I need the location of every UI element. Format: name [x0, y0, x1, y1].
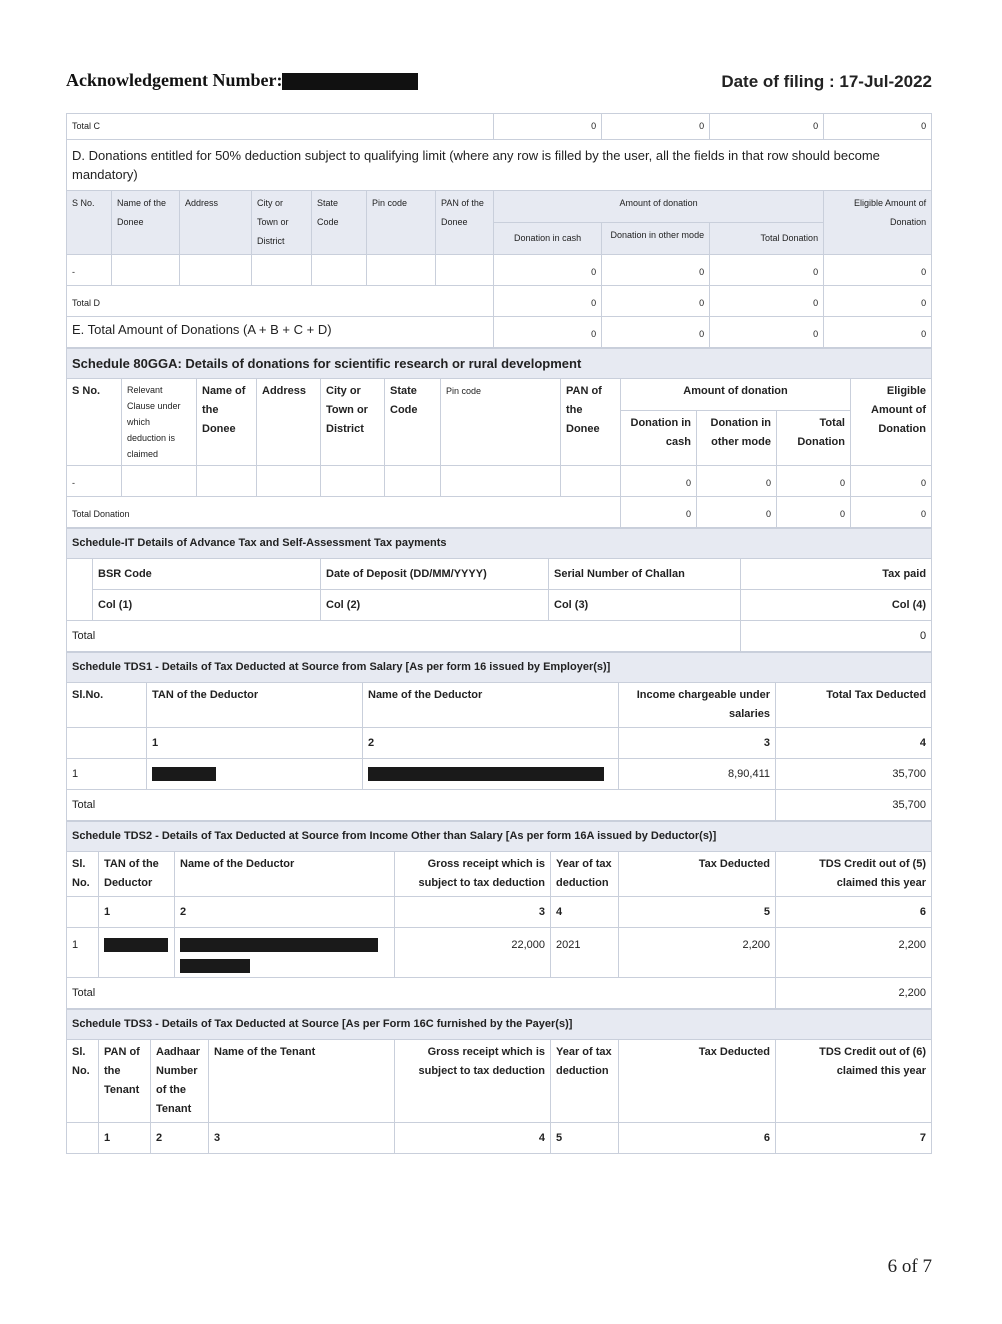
- total-c-row: [67, 114, 932, 140]
- redacted-deductor-name: [180, 938, 378, 952]
- cell-other: 0: [697, 466, 777, 497]
- num-1: 1: [99, 897, 175, 928]
- schedule-it-header-row: [67, 559, 932, 590]
- schedule-80gga-data-row: [67, 466, 932, 497]
- schedule-tds3-title: Schedule TDS3 - Details of Tax Deducted at Source [As per Form 16C furnished by the Payer(s)]: [67, 1010, 932, 1040]
- col-deductor-name: Name of the Deductor: [363, 683, 619, 728]
- col-pan: PAN of the Donee: [561, 379, 621, 466]
- cell-gross: 22,000: [395, 928, 551, 978]
- page-number: 6 of 7: [887, 1256, 932, 1277]
- num-3: 3: [209, 1123, 395, 1154]
- schedule-tds3-table: [66, 1009, 932, 1154]
- col-clause: Relevant Clause under which deduction is claimed: [122, 379, 197, 466]
- col-slno: Sl. No.: [67, 852, 99, 897]
- schedule-tds1-title: Schedule TDS1 - Details of Tax Deducted at Source from Salary [As per form 16 issued by Employer(s)]: [67, 653, 932, 683]
- col-year: Year of tax deduction: [551, 1040, 619, 1123]
- section-d-header-row: [67, 191, 932, 223]
- total-c-label: Total C: [67, 114, 494, 140]
- cell-other: 0: [602, 255, 710, 286]
- cell-eligible: 0: [851, 466, 932, 497]
- col-donee-name: Name of the Donee: [112, 191, 180, 255]
- schedule-80gga-title: Schedule 80GGA: Details of donations for scientific research or rural development: [67, 349, 932, 379]
- num-5: 5: [619, 897, 776, 928]
- total-c-eligible: 0: [824, 114, 932, 140]
- col-donee-name: Name of the Donee: [197, 379, 257, 466]
- total-d-cash: 0: [494, 286, 602, 317]
- cell-total: 0: [710, 255, 824, 286]
- col-income-salaries: Income chargeable under salaries: [619, 683, 776, 728]
- cell-slno: 1: [67, 759, 147, 790]
- col-city: City or Town or District: [321, 379, 385, 466]
- redacted-ack-number: [282, 73, 418, 90]
- schedule-tds1-table: [66, 652, 932, 821]
- col-year: Year of tax deduction: [551, 852, 619, 897]
- total-donation-other: 0: [697, 497, 777, 528]
- total-d-eligible: 0: [824, 286, 932, 317]
- num-1: 1: [99, 1123, 151, 1154]
- redacted-tan: [152, 767, 216, 781]
- col-eligible: Eligible Amount of Donation: [824, 191, 932, 255]
- col-slno: Sl. No.: [67, 1040, 99, 1123]
- num-4: 4: [776, 728, 932, 759]
- col-cash: Donation in cash: [494, 223, 602, 255]
- cell-cash: 0: [621, 466, 697, 497]
- num-7: 7: [776, 1123, 932, 1154]
- section-e-label: E. Total Amount of Donations (A + B + C + D): [67, 317, 494, 348]
- total-donation-eligible: 0: [851, 497, 932, 528]
- col-eligible: Eligible Amount of Donation: [851, 379, 932, 466]
- total-d-label: Total D: [67, 286, 494, 317]
- num-5: 5: [551, 1123, 619, 1154]
- total-donation-label: Total Donation: [67, 497, 621, 528]
- tds2-total-value: 2,200: [776, 978, 932, 1009]
- col-1: Col (1): [93, 590, 321, 621]
- col-tds-credit: TDS Credit out of (6) claimed this year: [776, 1040, 932, 1123]
- schedule-tds1-data-row: [67, 759, 932, 790]
- section-d-title: D. Donations entitled for 50% deduction subject to qualifying limit (where any row is filled by the user, all the fields in that row should become mandatory): [67, 140, 932, 191]
- col-total: Total Donation: [777, 410, 851, 465]
- col-amount-group: Amount of donation: [621, 379, 851, 411]
- schedule-80gga-table: [66, 348, 932, 528]
- num-4: 4: [395, 1123, 551, 1154]
- cell-income: 8,90,411: [619, 759, 776, 790]
- col-bsr-code: BSR Code: [93, 559, 321, 590]
- col-sno: S No.: [67, 379, 122, 466]
- schedule-tds2-title: Schedule TDS2 - Details of Tax Deducted at Source from Income Other than Salary [As per form 16A issued by Deductor(s)]: [67, 822, 932, 852]
- col-slno: Sl.No.: [67, 683, 147, 728]
- col-tax-deducted: Tax Deducted: [619, 852, 776, 897]
- section-d-title-row: [67, 140, 932, 191]
- col-serial-challan: Serial Number of Challan: [549, 559, 741, 590]
- col-aadhaar-tenant: Aadhaar Number of the Tenant: [151, 1040, 209, 1123]
- col-2: Col (2): [321, 590, 549, 621]
- num-3: 3: [619, 728, 776, 759]
- col-cash: Donation in cash: [621, 410, 697, 465]
- col-address: Address: [180, 191, 252, 255]
- col-address: Address: [257, 379, 321, 466]
- schedule-tds2-num-row: [67, 897, 932, 928]
- schedule-tds2-table: [66, 821, 932, 1009]
- redacted-deductor-name: [368, 767, 604, 781]
- col-tds-credit: TDS Credit out of (5) claimed this year: [776, 852, 932, 897]
- section-e-eligible: 0: [824, 317, 932, 348]
- num-2: 2: [175, 897, 395, 928]
- total-c-other: 0: [602, 114, 710, 140]
- col-amount-group: Amount of donation: [494, 191, 824, 223]
- col-pan-tenant: PAN of the Tenant: [99, 1040, 151, 1123]
- donations-table-d: [66, 113, 932, 348]
- schedule-tds3-num-row: [67, 1123, 932, 1154]
- col-total-tax: Total Tax Deducted: [776, 683, 932, 728]
- acknowledgement-number: [66, 70, 418, 91]
- schedule-tds2-total-row: [67, 978, 932, 1009]
- col-pin: Pin code: [441, 379, 561, 466]
- cell-sno: -: [67, 255, 112, 286]
- total-d-other: 0: [602, 286, 710, 317]
- cell-total-tax: 35,700: [776, 759, 932, 790]
- schedule-80gga-title-row: [67, 349, 932, 379]
- col-gross-receipt: Gross receipt which is subject to tax deduction: [395, 852, 551, 897]
- schedule-tds1-header-row: [67, 683, 932, 728]
- col-pan: PAN of the Donee: [436, 191, 494, 255]
- schedule-it-total-row: [67, 621, 932, 652]
- num-2: 2: [151, 1123, 209, 1154]
- col-city: City or Town or District: [252, 191, 312, 255]
- col-tan: TAN of the Deductor: [147, 683, 363, 728]
- num-3: 3: [395, 897, 551, 928]
- col-gross-receipt: Gross receipt which is subject to tax deduction: [395, 1040, 551, 1123]
- cell-tds-credit: 2,200: [776, 928, 932, 978]
- section-e-other: 0: [602, 317, 710, 348]
- cell-cash: 0: [494, 255, 602, 286]
- num-2: 2: [363, 728, 619, 759]
- schedule-80gga-total-row: [67, 497, 932, 528]
- schedule-tds2-data-row: [67, 928, 932, 978]
- schedule-tds3-header-row: [67, 1040, 932, 1123]
- total-c-total: 0: [710, 114, 824, 140]
- section-d-data-row: [67, 255, 932, 286]
- schedule-it-title-row: [67, 529, 932, 559]
- cell-sno: -: [67, 466, 122, 497]
- tds1-total-value: 35,700: [776, 790, 932, 821]
- itr-acknowledgement-sheet: [66, 113, 931, 1154]
- schedule-tds3-title-row: [67, 1010, 932, 1040]
- col-tenant-name: Name of the Tenant: [209, 1040, 395, 1123]
- cell-total: 0: [777, 466, 851, 497]
- col-tax-paid: Tax paid: [741, 559, 932, 590]
- schedule-it-total-value: 0: [741, 621, 932, 652]
- redacted-tan: [104, 938, 168, 952]
- section-e-cash: 0: [494, 317, 602, 348]
- num-1: 1: [147, 728, 363, 759]
- col-deductor-name: Name of the Deductor: [175, 852, 395, 897]
- schedule-it-table: [66, 528, 932, 652]
- total-donation-cash: 0: [621, 497, 697, 528]
- tds2-total-label: Total: [67, 978, 776, 1009]
- total-c-cash: 0: [494, 114, 602, 140]
- redacted-deductor-name-2: [180, 959, 250, 973]
- schedule-it-total-label: Total: [67, 621, 741, 652]
- schedule-tds1-title-row: [67, 653, 932, 683]
- schedule-tds2-title-row: [67, 822, 932, 852]
- col-4: Col (4): [741, 590, 932, 621]
- cell-eligible: 0: [824, 255, 932, 286]
- col-pin: Pin code: [367, 191, 436, 255]
- col-3: Col (3): [549, 590, 741, 621]
- num-4: 4: [551, 897, 619, 928]
- schedule-tds1-total-row: [67, 790, 932, 821]
- section-e-row: [67, 317, 932, 348]
- schedule-it-col-row: [67, 590, 932, 621]
- num-6: 6: [619, 1123, 776, 1154]
- col-tan: TAN of the Deductor: [99, 852, 175, 897]
- col-other: Donation in other mode: [697, 410, 777, 465]
- section-e-total: 0: [710, 317, 824, 348]
- tds1-total-label: Total: [67, 790, 776, 821]
- col-total: Total Donation: [710, 223, 824, 255]
- total-d-row: [67, 286, 932, 317]
- total-donation-total: 0: [777, 497, 851, 528]
- schedule-tds2-header-row: [67, 852, 932, 897]
- date-of-filing: Date of filing : 17-Jul-2022: [721, 72, 932, 91]
- col-date-deposit: Date of Deposit (DD/MM/YYYY): [321, 559, 549, 590]
- ack-label: Acknowledgement Number:: [66, 70, 283, 90]
- schedule-it-title: Schedule-IT Details of Advance Tax and Self-Assessment Tax payments: [67, 529, 932, 559]
- schedule-tds1-num-row: [67, 728, 932, 759]
- cell-year: 2021: [551, 928, 619, 978]
- col-state: State Code: [312, 191, 367, 255]
- cell-tax-deducted: 2,200: [619, 928, 776, 978]
- num-6: 6: [776, 897, 932, 928]
- cell-slno: 1: [67, 928, 99, 978]
- col-sno: S No.: [67, 191, 112, 255]
- col-state: State Code: [385, 379, 441, 466]
- total-d-total: 0: [710, 286, 824, 317]
- col-other: Donation in other mode: [602, 223, 710, 255]
- col-tax-deducted: Tax Deducted: [619, 1040, 776, 1123]
- schedule-80gga-header-row: [67, 379, 932, 411]
